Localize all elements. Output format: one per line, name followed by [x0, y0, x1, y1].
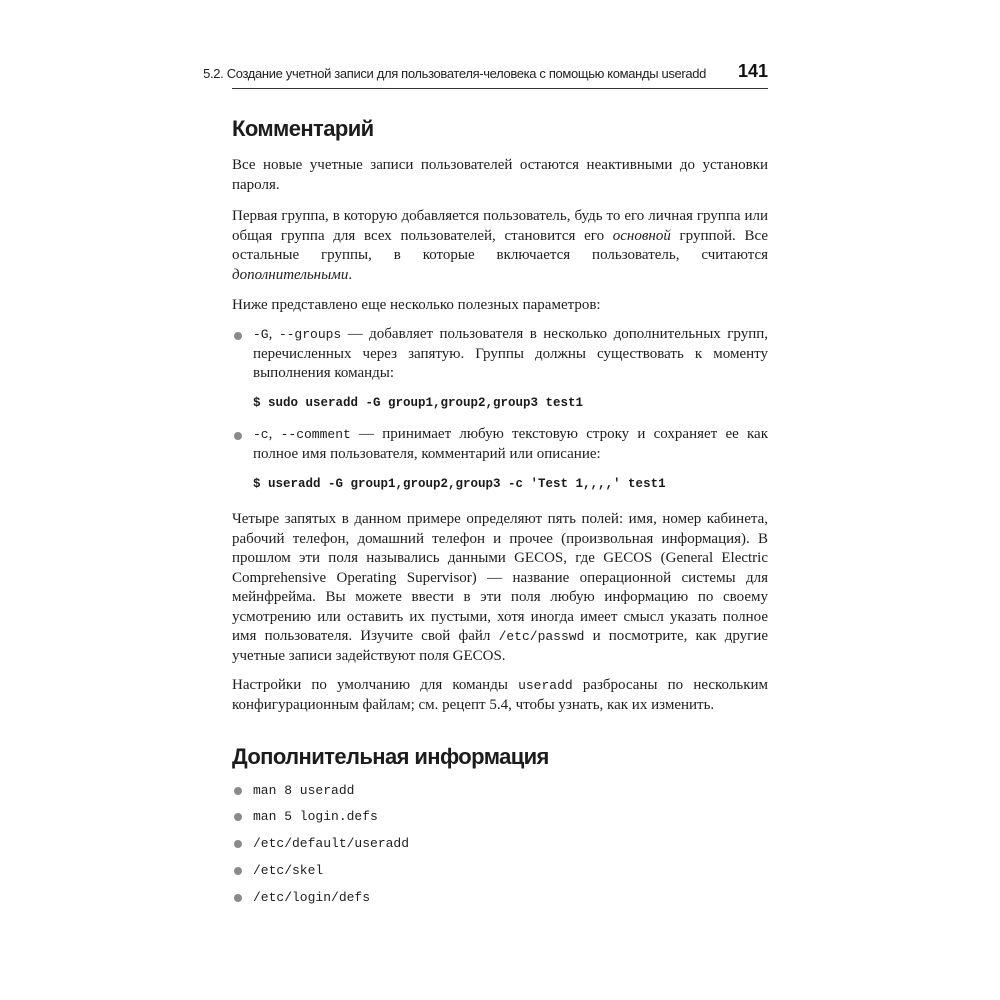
paragraph-primary-group [232, 207, 768, 285]
bullet-dot [234, 432, 242, 440]
bullet-dot [234, 894, 242, 902]
info-item-etc-default-useradd: /etc/default/useradd [253, 836, 410, 851]
inline-code-useradd: useradd [518, 678, 573, 693]
info-item-etc-login-defs: /etc/login/defs [253, 890, 371, 905]
bullet-dot [234, 332, 242, 340]
code-useradd-comment: $ useradd -G group1,group2,group3 -c 'Test 1,,,,' test1 [253, 477, 666, 491]
section-heading-comment: Комментарий [232, 116, 374, 141]
option-short-groups: -G [253, 327, 269, 342]
option-separator: , [268, 426, 281, 442]
paragraph-defaults-text-2: разбросаны по нескольким конфигурационным файлам; см. рецепт 5.4, чтобы узнать, как их изменить. [232, 677, 768, 713]
bullet-dot [234, 813, 242, 821]
paragraph-primary-group-text-3: . [348, 266, 353, 283]
paragraph-gecos [232, 510, 768, 666]
code-sudo-useradd-groups: $ sudo useradd -G group1,group2,group3 test1 [253, 396, 584, 410]
paragraph-defaults [232, 676, 768, 715]
emphasis-primary: основной [612, 227, 671, 244]
bullet-dot [234, 867, 242, 875]
option-long-groups: --groups [278, 327, 342, 342]
option-short-comment: -c [253, 427, 269, 442]
paragraph-useful-params: Ниже представлено еще несколько полезных параметров: [232, 297, 601, 313]
paragraph-gecos-text-1: Четыре запятых в данном примере определяют пять полей: имя, номер кабинета, рабочий телефон, домашний телефон и прочее (произвольная информация). В прошлом эти поля назывались данными GECOS, где GECOS (General Electric Comprehensive Operating Supervisor) — название операционной системы для мейнфрейма. Вы можете ввести в эти поля любую информацию по своему усмотрению или оставить их пустыми, хотя иногда имеет смысл указать полное имя пользователя. Изучите свой файл [232, 511, 768, 644]
paragraph-gecos-text-2: и посмотрите, как другие учетные записи задействуют поля GECOS. [232, 628, 768, 664]
bullet-groups-option [253, 325, 768, 384]
paragraph-primary-group-text-1: Первая группа, в которую добавляется пользователь, будь то его личная группа или общая группа для всех пользователей, становится его [232, 208, 768, 244]
paragraph-primary-group-text-2: группой. Все остальные группы, в которые включается пользователь, считаются [232, 227, 769, 263]
running-head [203, 60, 768, 89]
inline-code-etc-passwd: /etc/passwd [498, 629, 585, 644]
option-separator: , [268, 326, 279, 342]
info-item-man-login-defs: man 5 login.defs [253, 809, 378, 824]
bullet-groups-description: — добавляет пользователя в несколько дополнительных групп, перечисленных через запятую. Группы должны существовать к моменту выполнения команды: [253, 326, 768, 381]
section-heading-more-info: Дополнительная информация [232, 744, 549, 769]
paragraph-inactive-accounts: Все новые учетные записи пользователей остаются неактивными до установки пароля. [232, 157, 768, 193]
emphasis-supplementary: дополнительными [232, 266, 349, 283]
info-item-etc-skel: /etc/skel [253, 863, 324, 878]
paragraph-defaults-text-1: Настройки по умолчанию для команды [232, 677, 519, 693]
page-number: 141 [737, 61, 768, 81]
bullet-dot [234, 840, 242, 848]
option-long-comment: --comment [280, 427, 351, 442]
info-item-man-useradd: man 8 useradd [253, 783, 355, 798]
bullet-comment-description: — принимает любую текстовую строку и сохраняет ее как полное имя пользователя, комментарий или описание: [253, 426, 768, 462]
bullet-dot [234, 787, 242, 795]
running-head-title: 5.2. Создание учетной записи для пользователя-человека с помощью команды useradd [203, 66, 706, 81]
bullet-comment-option [253, 425, 768, 464]
